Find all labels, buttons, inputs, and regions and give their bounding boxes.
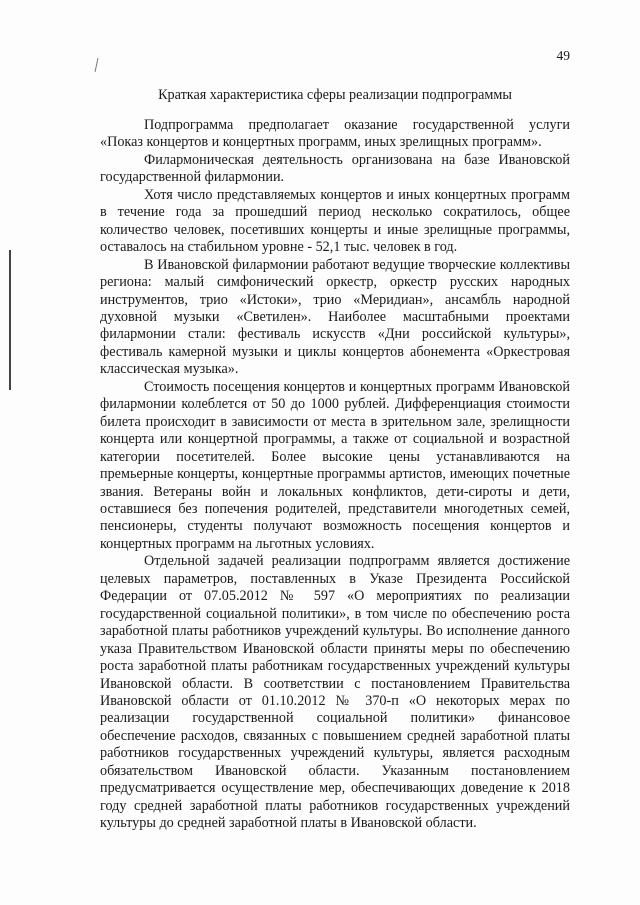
page-number: 49 [556,48,570,63]
paragraph-philharmonic-base: Филармоническая деятельность организована на базе Ивановской государственной филармонии. [100,151,570,186]
paragraph-ticket-prices: Стоимость посещения концертов и концертных программ Ивановской филармонии колеблется от 50 до 1000 рублей. Дифференциация стоимости билета происходит в зависимости от места в зрительном зале, зрелищности концерта или концертной программы, а также от социальной и возрастной категории посетителей. Более высокие цены устанавливаются на премьерные концерты, концертные программы артистов, имеющих почетные звания. Ветераны войн и локальных конфликтов, дети-сироты и дети, оставшиеся без попечения родителей, представители многодетных семей, пенсионеры, студенты получают возможность посещения концертов и концертных программ на льготных условиях. [100,378,570,552]
paragraph-attendance: Хотя число представляемых концертов и иных концертных программ в течение года за прошедший период несколько сократилось, общее количество человек, посетивших концерты и иные зрелищные программы, оставалось на стабильном уровне - 52,1 тыс. человек в год. [100,186,570,256]
section-title: Краткая характеристика сферы реализации подпрограммы [158,87,512,103]
paragraph-ensembles: В Ивановской филармонии работают ведущие творческие коллективы региона: малый симфонический оркестр, оркестр русских народных инструментов, трио «Истоки», трио «Меридиан», ансамбль народной духовной музыки «Светилен». Наиболее масштабными проектами филармонии стали: фестиваль искусств «Дни российской культуры», фестиваль камерной музыки и циклы концертов абонемента «Оркестровая классическая музыка». [100,256,570,378]
scan-artifact-mark [95,58,99,72]
paragraph-service: Подпрограмма предполагает оказание государственной услуги «Показ концертов и концертных программ, иных зрелищных программ». [100,117,570,151]
document-body [100,117,570,833]
paragraph-salary-targets: Отдельной задачей реализации подпрограмм является достижение целевых параметров, поставленных в Указе Президента Российской Федерации от 07.05.2012 № 597 «О мероприятиях по реализации государственной социальной политики», в том числе по обеспечению роста заработной платы работников учреждений культуры. Во исполнение данного указа Правительством Ивановской области приняты меры по обеспечению роста заработной платы работникам государственных учреждений культуры Ивановской области. В соответствии с постановлением Правительства Ивановской области от 01.10.2012 № 370-п «О некоторых мерах по реализации государственной социальной политики» финансовое обеспечение расходов, связанных с повышением средней заработной платы работников государственных учреждений культуры, является расходным обязательством Ивановской области. Указанным постановлением предусматривается осуществление мер, обеспечивающих доведение к 2018 году средней заработной платы работников государственных учреждений культуры до средней заработной платы в Ивановской области. [100,553,570,832]
scan-edge-line [9,250,11,390]
